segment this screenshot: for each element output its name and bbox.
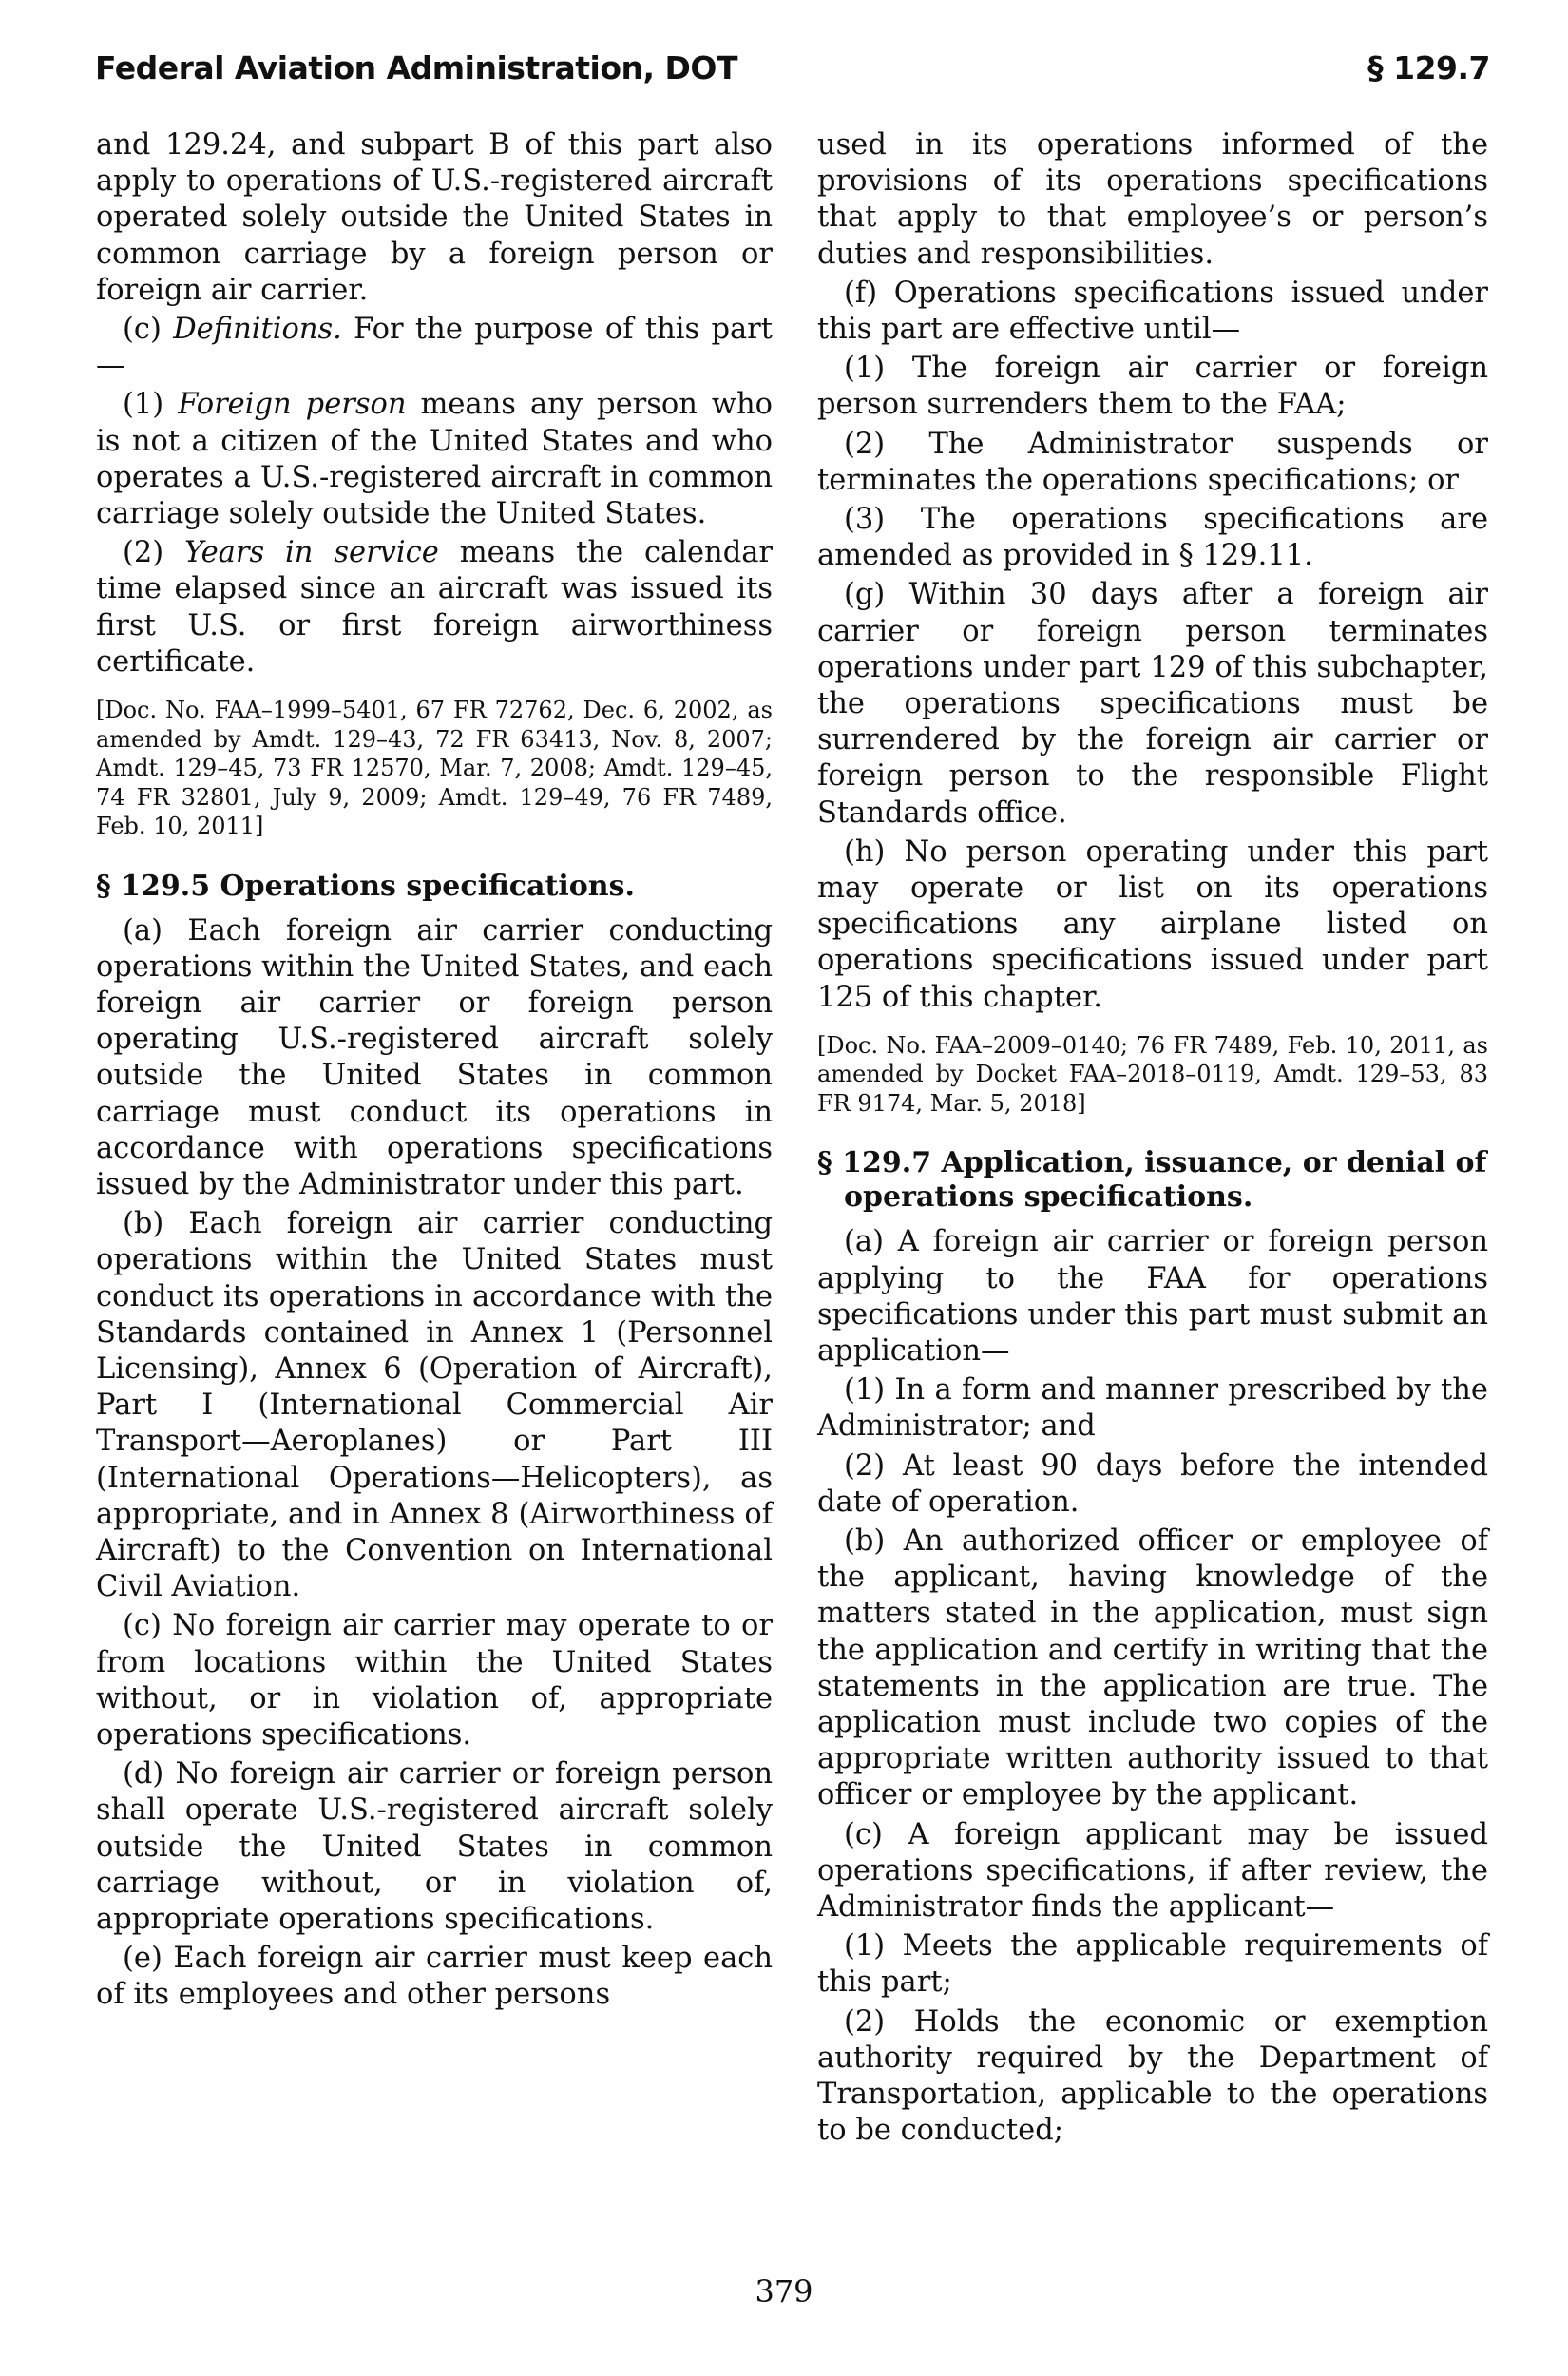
page-number: 379 xyxy=(755,2273,813,2309)
paragraph-5a: (a) Each foreign air carrier conducting operations within the United States, and each foreign air carrier or foreign person operating U.S.-registered aircraft solely outside the United States in common carriage must conduct its operations in accordance with operations specifications issued by the Administrator under this part. xyxy=(96,913,773,1201)
paragraph-7c2: (2) Holds the economic or exemption authority required by the Department of Transportation, applicable to the operations to be conducted; xyxy=(817,2004,1488,2148)
section-heading-129-5: § 129.5 Operations specifications. xyxy=(96,869,635,903)
paragraph-5e: (e) Each foreign air carrier must keep each of its employees and other persons xyxy=(96,1942,773,2012)
paragraph-5b: (b) Each foreign air carrier conducting operations within the United States must conduct its operations in accordance with the Standards contained in Annex 1 (Personnel Licensing), Annex 6 (Operation of Aircraft), Part I (International Commercial Air Transport—Aeroplanes) or Part III (International Operations—Helicopters), as appropriate, and in Annex 8 (Airworthiness of Aircraft) to the Convention on International Civil Aviation. xyxy=(96,1207,773,1604)
paragraph-text: means any person who is not a citizen of the United States and who operates a U.S.-registered aircraft in common carriage solely outside the United States. xyxy=(96,388,773,531)
paragraph-text: For the purpose of this part— xyxy=(96,313,773,383)
paragraph-5f3: (3) The operations specifications are amended as provided in § 129.11. xyxy=(817,503,1488,573)
paragraph-5h: (h) No person operating under this part may operate or list on its operations specifications any airplane listed on operations specifications issued under part 125 of this chapter. xyxy=(817,834,1488,1014)
paragraph-c2-years-in-service xyxy=(96,535,773,680)
section-header: § 129.7 xyxy=(1367,49,1490,86)
paragraph-5c: (c) No foreign air carrier may operate to or from locations within the United States without, or in violation of, appropriate operations specifications. xyxy=(96,1609,773,1753)
paragraph-c1-foreign-person xyxy=(96,387,773,532)
paragraph-7b: (b) An authorized officer or employee of the applicant, having knowledge of the matters stated in the application, must sign the application and certify in writing that the statements in the application are true. The application must include two copies of the appropriate written authority issued to that officer or employee by the applicant. xyxy=(817,1524,1488,1812)
defined-term: Definitions. xyxy=(173,313,342,347)
running-header xyxy=(95,49,1490,97)
paragraph-5f: (f) Operations specifications issued under this part are effective until— xyxy=(817,276,1488,347)
paragraph-7a2: (2) At least 90 days before the intended date of operation. xyxy=(817,1448,1488,1519)
source-note: [Doc. No. FAA–2009–0140; 76 FR 7489, Feb. 10, 2011, as amended by Docket FAA–2018–0119, Amdt. 129–53, 83 FR 9174, Mar. 5, 2018] xyxy=(817,1031,1488,1117)
paragraph-c-definitions xyxy=(96,312,773,384)
defined-term: Years in service xyxy=(184,536,439,570)
paragraph-label: (1) xyxy=(123,388,179,422)
paragraph-text: means the calendar time elapsed since an aircraft was issued its first U.S. or first foreign airworthiness certificate. xyxy=(96,536,773,679)
paragraph-label: (c) xyxy=(123,313,174,347)
paragraph-5e-continuation: used in its operations informed of the provisions of its operations specifications that apply to that employee’s or person’s duties and responsibilities. xyxy=(817,128,1488,271)
section-heading-129-7: § 129.7 Application, issuance, or denial of operations specifications. xyxy=(817,1146,1487,1215)
paragraph-7a1: (1) In a form and manner prescribed by the Administrator; and xyxy=(817,1373,1488,1444)
paragraph-label: (2) xyxy=(123,536,185,570)
right-column xyxy=(817,127,1488,2152)
paragraph-5g: (g) Within 30 days after a foreign air carrier or foreign person terminates operations under part 129 of this subchapter, the operations specifications must be surrendered by the foreign air carrier or foreign person to the responsible Flight Standards office. xyxy=(817,578,1488,830)
paragraph-5f2: (2) The Administrator suspends or terminates the operations specifications; or xyxy=(817,427,1488,497)
paragraph-7c: (c) A foreign applicant may be issued operations specifications, if after review, the Administrator finds the applicant— xyxy=(817,1817,1488,1925)
paragraph-continuation: and 129.24, and subpart B of this part also apply to operations of U.S.-registered aircraft operated solely outside the United States in common carriage by a foreign person or foreign air carrier. xyxy=(96,128,773,307)
agency-header: Federal Aviation Administration, DOT xyxy=(95,49,737,86)
source-note: [Doc. No. FAA–1999–5401, 67 FR 72762, Dec. 6, 2002, as amended by Amdt. 129–43, 72 FR 63413, Nov. 8, 2007; Amdt. 129–45, 73 FR 12570, Mar. 7, 2008; Amdt. 129–45, 74 FR 32801, July 9, 2009; Amdt. 129–49, 76 FR 7489, Feb. 10, 2011] xyxy=(96,697,773,840)
paragraph-5d: (d) No foreign air carrier or foreign person shall operate U.S.-registered aircraft solely outside the United States in common carriage without, or in violation of, appropriate operations specifications. xyxy=(96,1757,773,1937)
paragraph-7a: (a) A foreign air carrier or foreign person applying to the FAA for operations specifications under this part must submit an application— xyxy=(817,1225,1488,1368)
defined-term: Foreign person xyxy=(178,388,407,422)
paragraph-7c1: (1) Meets the applicable requirements of this part; xyxy=(817,1929,1488,2000)
left-column xyxy=(96,127,773,2017)
paragraph-5f1: (1) The foreign air carrier or foreign person surrenders them to the FAA; xyxy=(817,352,1488,422)
